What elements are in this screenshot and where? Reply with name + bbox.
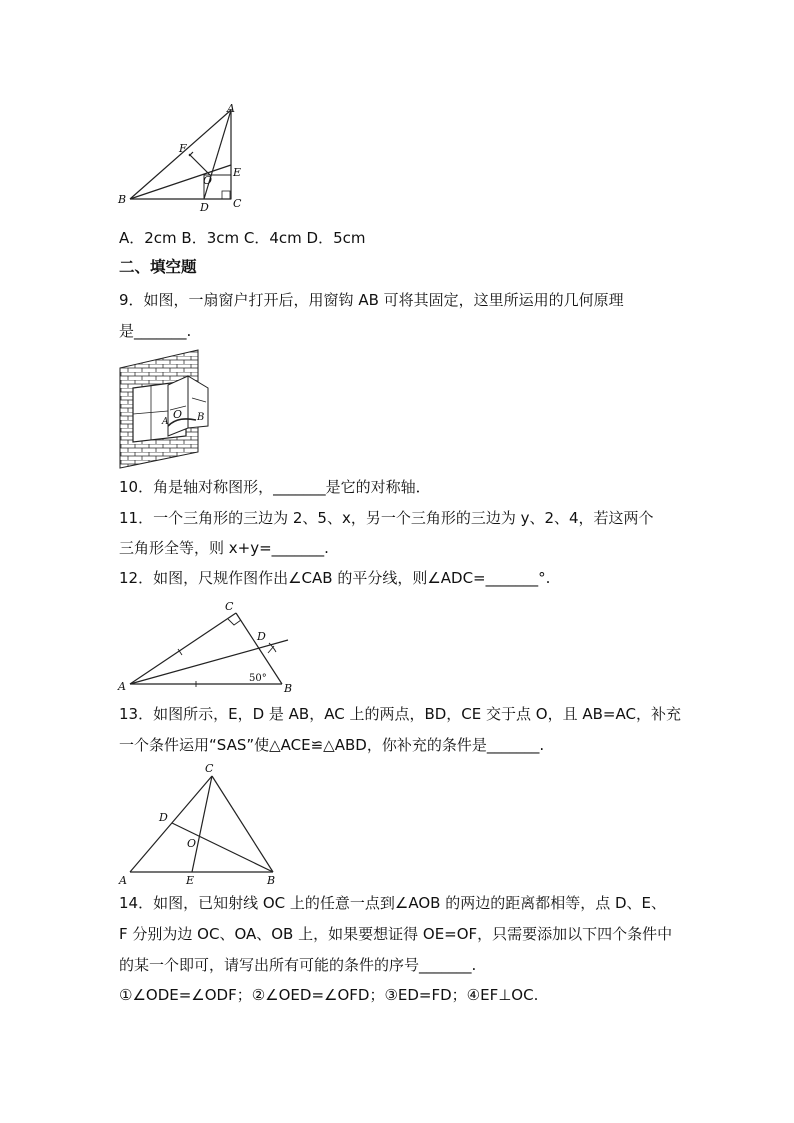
q13-line1: 13．如图所示，E，D 是 AB，AC 上的两点，BD，CE 交于点 O，且 AB=AC，补充 xyxy=(119,705,681,723)
q14-line4: ①∠ODE=∠ODF；②∠OED=∠OFD；③ED=FD；④EF⊥OC. xyxy=(119,986,539,1004)
q13-line2: 一个条件运用“SAS”使△ACE≌△ABD，你补充的条件是_______. xyxy=(119,736,545,754)
fig8-label-C: C xyxy=(233,197,242,210)
q9-line1: 9．如图，一扇窗户打开后，用窗钩 AB 可将其固定，这里所运用的几何原理 xyxy=(119,291,624,309)
q10-text: 10．角是轴对称图形，_______是它的对称轴． xyxy=(119,478,431,496)
q11-line2: 三角形全等，则 x+y=_______. xyxy=(119,539,329,557)
fig13-label-E: E xyxy=(186,874,195,887)
q14-line3: 的某一个即可，请写出所有可能的条件的序号_______. xyxy=(119,956,477,974)
fig8-label-A: A xyxy=(227,102,235,115)
fig12-label-B: B xyxy=(284,682,293,695)
figure-q13-triangle xyxy=(116,760,286,890)
q14-line1: 14．如图，已知射线 OC 上的任意一点到∠AOB 的两边的距离都相等，点 D、E、 xyxy=(119,894,667,912)
fig12-label-A: A xyxy=(118,680,126,693)
fig13-label-B: B xyxy=(267,874,276,887)
q8-options: A．2cm B．3cm C．4cm D．5cm xyxy=(119,229,366,247)
q14-line2: F 分别为边 OC、OA、OB 上，如果要想证得 OE=OF，只需要添加以下四个条件中 xyxy=(119,925,673,943)
fig13-label-D: D xyxy=(159,811,168,824)
figure-q9-window xyxy=(118,348,218,470)
fig8-label-D: D xyxy=(200,201,209,214)
fig12-label-D: D xyxy=(257,630,266,643)
fig13-label-A: A xyxy=(119,874,127,887)
fig9-label-A: A xyxy=(162,417,169,427)
fig13-label-C: C xyxy=(205,762,214,775)
fig8-label-B: B xyxy=(118,193,127,206)
figure-q12-triangle xyxy=(118,596,298,696)
q11-line1: 11．一个三角形的三边为 2、5、x，另一个三角形的三边为 y、2、4，若这两个 xyxy=(119,509,654,527)
fig12-angle-label: 50° xyxy=(249,673,267,684)
figure-q8-triangle xyxy=(115,100,255,215)
q12-text: 12．如图，尺规作图作出∠CAB 的平分线，则∠ADC=_______°. xyxy=(119,569,551,587)
q9-line2: 是_______. xyxy=(119,322,192,340)
section-title: 二、填空题 xyxy=(119,258,197,276)
fig8-label-F: F xyxy=(179,142,187,155)
fig13-label-O: O xyxy=(187,837,197,850)
fig9-label-B: B xyxy=(197,412,205,423)
fig8-label-E: E xyxy=(233,166,242,179)
fig12-label-C: C xyxy=(225,600,234,613)
fig8-label-O: O xyxy=(203,174,213,187)
fig9-label-O: O xyxy=(173,408,183,421)
